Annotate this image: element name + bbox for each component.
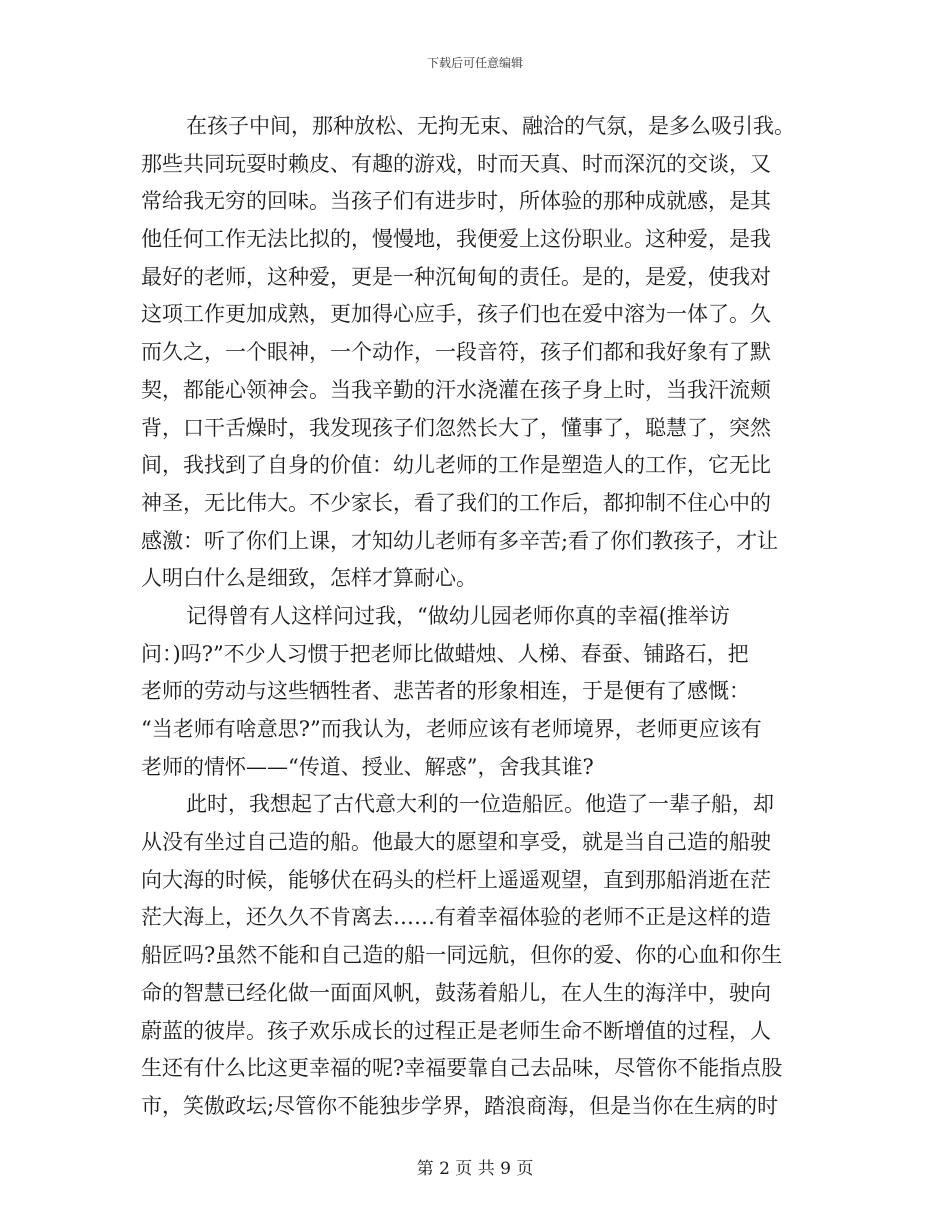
paragraph-line: 神圣，无比伟大。不少家长，看了我们的工作后，都抑制不住心中的 xyxy=(141,490,771,515)
paragraph-line: 人明白什么是细致，怎样才算耐心。 xyxy=(141,566,477,591)
paragraph-line: 蔚蓝的彼岸。孩子欢乐成长的过程正是老师生命不断增值的过程，人 xyxy=(141,1018,771,1043)
paragraph-line: 命的智慧已经化做一面面风帆，鼓荡着船儿，在人生的海洋中，驶向 xyxy=(141,980,771,1005)
paragraph-line: 而久之，一个眼神，一个动作，一段音符，孩子们都和我好象有了默 xyxy=(141,340,771,365)
paragraph-line: “当老师有啥意思?”而我认为，老师应该有老师境界，老师更应该有 xyxy=(141,717,762,741)
page-number-footer: 第 2 页 共 9 页 xyxy=(416,1159,534,1179)
paragraph-line: 市，笑傲政坛;尽管你不能独步学界，踏浪商海，但是当你在生病的时 xyxy=(141,1093,779,1118)
paragraph-line: 老师的劳动与这些牺牲者、悲苦者的形象相连，于是便有了感慨： xyxy=(141,679,750,704)
paragraph-line: 问：)吗?”不少人习惯于把老师比做蜡烛、人梯、春蚕、铺路石，把 xyxy=(141,641,749,666)
paragraph-line: 向大海的时候，能够伏在码头的栏杆上遥遥观望，直到那船消逝在茫 xyxy=(141,867,771,892)
paragraph-line: 常给我无穷的回味。当孩子们有进步时，所体验的那种成就感，是其 xyxy=(141,189,771,214)
paragraph-line: 此时，我想起了古代意大利的一位造船匠。他造了一辈子船，却 xyxy=(186,792,774,817)
paragraph-line: 他任何工作无法比拟的，慢慢地，我便爱上这份职业。这种爱，是我 xyxy=(141,227,771,252)
paragraph-line: 那些共同玩耍时赖皮、有趣的游戏，时而天真、时而深沉的交谈，又 xyxy=(141,151,771,176)
paragraph-line: 茫大海上，还久久不肯离去……有着幸福体验的老师不正是这样的造 xyxy=(141,905,771,930)
paragraph-line: 感激：听了你们上课，才知幼儿老师有多辛苦;看了你们教孩子，才让 xyxy=(141,528,779,553)
paragraph-line: 船匠吗?虽然不能和自己造的船一同远航，但你的爱、你的心血和你生 xyxy=(141,943,783,968)
page-header: 下载后可任意编辑 xyxy=(426,56,523,70)
paragraph-line: 生还有什么比这更幸福的呢?幸福要靠自己去品味，尽管你不能指点股 xyxy=(141,1056,783,1081)
paragraph-line: 契，都能心领神会。当我辛勤的汗水浇灌在孩子身上时，当我汗流颊 xyxy=(141,377,771,402)
paragraph-line: 背，口干舌燥时，我发现孩子们忽然长大了，懂事了，聪慧了，突然 xyxy=(141,415,771,440)
paragraph-line: 间，我找到了自身的价值：幼儿老师的工作是塑造人的工作，它无比 xyxy=(141,453,771,478)
paragraph-line: 最好的老师，这种爱，更是一种沉甸甸的责任。是的，是爱，使我对 xyxy=(141,264,771,289)
paragraph-line: 从没有坐过自己造的船。他最大的愿望和享受，就是当自己造的船驶 xyxy=(141,830,771,855)
paragraph-line: 这项工作更加成熟，更加得心应手，孩子们也在爱中溶为一体了。久 xyxy=(141,302,771,327)
document-body xyxy=(141,108,813,1126)
paragraph-line: 老师的情怀——“传道、授业、解惑”，舍我其谁? xyxy=(141,754,594,779)
paragraph-line: 记得曾有人这样问过我，“做幼儿园老师你真的幸福(推举访 xyxy=(186,603,730,628)
paragraph-line: 在孩子中间，那种放松、无拘无束、融洽的气氛，是多么吸引我。 xyxy=(186,114,795,138)
